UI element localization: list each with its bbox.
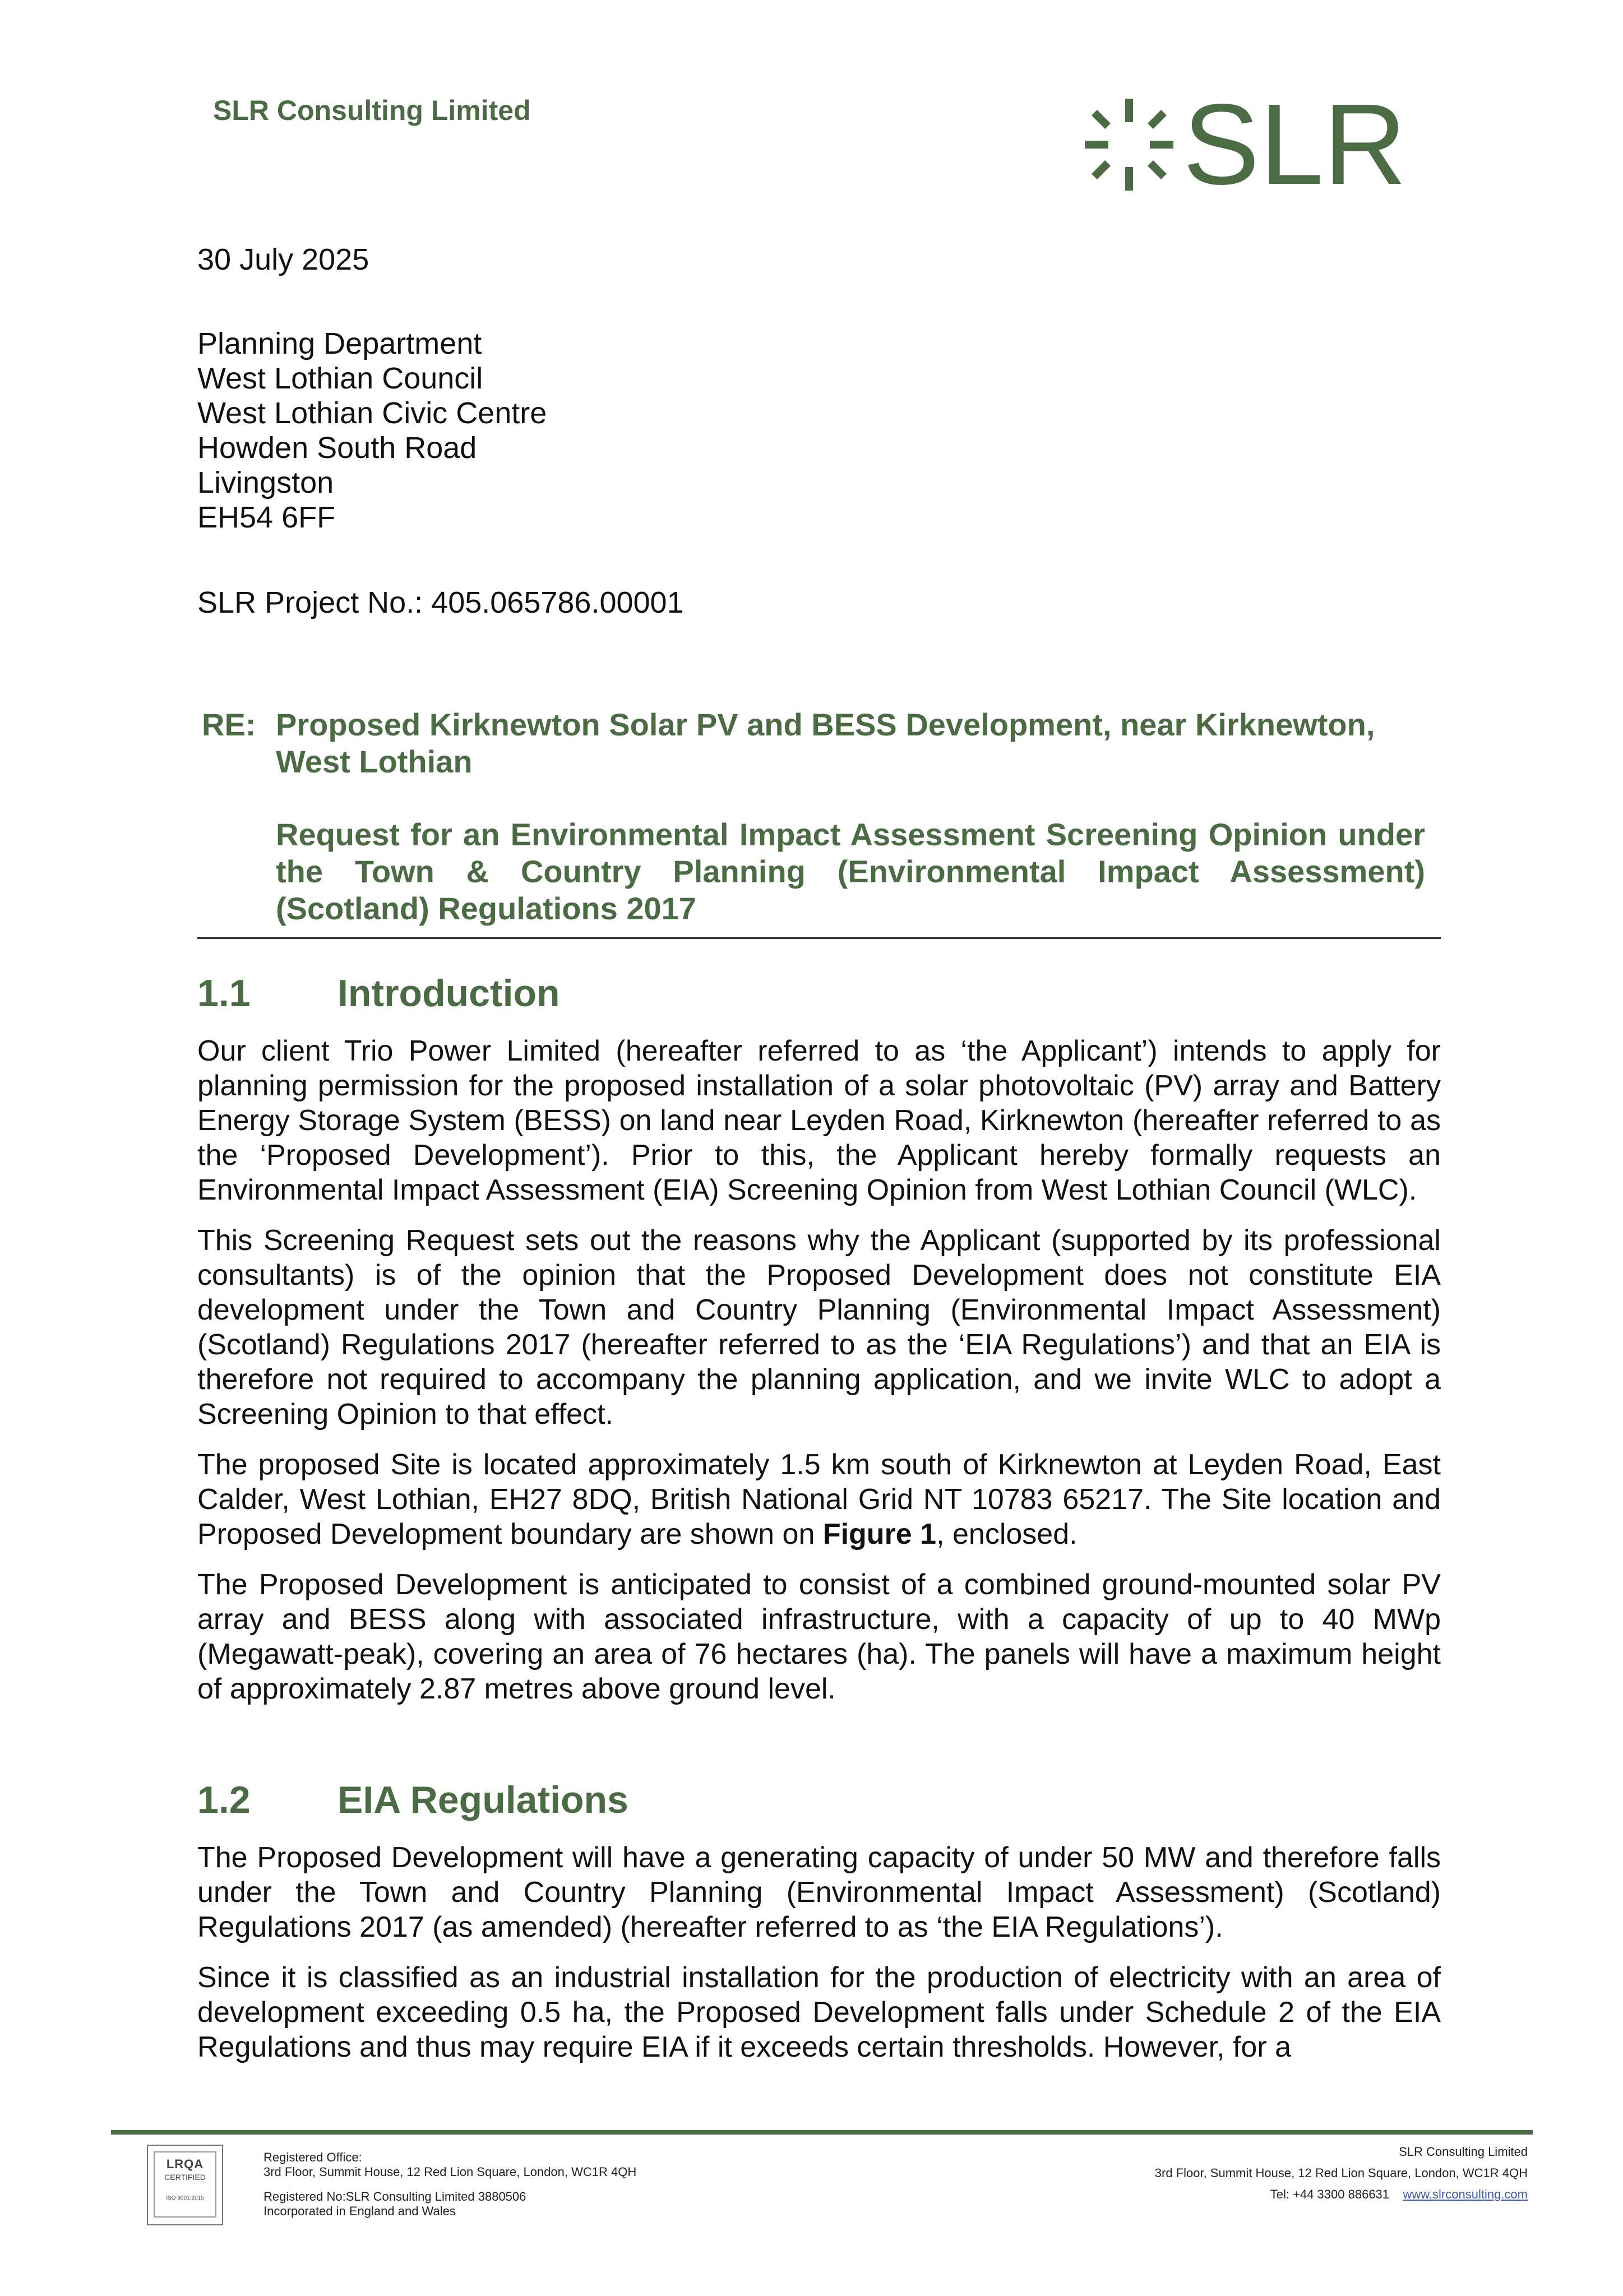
introduction-body — [197, 1034, 1441, 1722]
logo-text: SLR — [1183, 95, 1407, 193]
recipient-address — [197, 326, 547, 535]
footer-company: SLR Consulting Limited — [1399, 2145, 1528, 2159]
subject-divider — [197, 937, 1441, 939]
re-prefix: RE: — [202, 707, 256, 742]
section-number: 1.2 — [197, 1779, 251, 1821]
address-line: West Lothian Council — [197, 362, 483, 395]
badge-subtitle: CERTIFIED — [164, 2173, 206, 2182]
subject-request: Request for an Environmental Impact Assessment Screening Opinion under the Town & Country Planning (Environmental Impact Assessment) (Scotland) Regulations 2017 — [276, 817, 1425, 926]
website-link[interactable]: www.slrconsulting.com — [1403, 2187, 1528, 2201]
logo-mark-icon — [1085, 99, 1173, 191]
footer-contact — [1155, 2184, 1528, 2205]
lrqa-certification-badge — [147, 2145, 223, 2225]
paragraph-text: The proposed Site is located approximately 1.5 km south of Kirknewton at Leyden Road, East Calder, West Lothian, EH27 8DQ, British National Grid NT 10783 65217. The Site location and Proposed Development boundary are shown on — [197, 1448, 1441, 1550]
address-line: EH54 6FF — [197, 501, 336, 534]
section-heading-introduction — [197, 971, 560, 1015]
subject-title: Proposed Kirknewton Solar PV and BESS Development, near Kirknewton, West Lothian — [276, 707, 1375, 779]
company-name: SLR Consulting Limited — [213, 95, 531, 126]
section-heading-eia-regulations — [197, 1778, 628, 1822]
footer-right — [1155, 2141, 1528, 2205]
registered-office-address: 3rd Floor, Summit House, 12 Red Lion Square, London, WC1R 4QH — [263, 2165, 637, 2179]
paragraph: This Screening Request sets out the reasons why the Applicant (supported by its professional consultants) is of the opinion that the Proposed Development does not constitute EIA development under the Town and Country Planning (Environmental Impact Assessment) (Scotland) Regulations 2017 (hereafter referred to as the ‘EIA Regulations’) and that an EIA is therefore not required to accompany the planning application, and we invite WLC to adopt a Screening Opinion to that effect. — [197, 1224, 1441, 1431]
paragraph — [197, 1447, 1441, 1552]
eia-regulations-body — [197, 1840, 1441, 2080]
section-title: Introduction — [337, 972, 560, 1015]
letter-date: 30 July 2025 — [197, 243, 369, 276]
section-number: 1.1 — [197, 972, 251, 1015]
paragraph: Our client Trio Power Limited (hereafter referred to as ‘the Applicant’) intends to apply for planning permission for the proposed installation of a solar photovoltaic (PV) array and Battery Energy Storage System (BESS) on land near Leyden Road, Kirknewton (hereafter referred to as the ‘Proposed Development’). Prior to this, the Applicant hereby formally requests an Environmental Impact Assessment (EIA) Screening Opinion from West Lothian Council (WLC). — [197, 1035, 1441, 1206]
paragraph: Since it is classified as an industrial installation for the production of electricity with an area of development exceeding 0.5 ha, the Proposed Development falls under Schedule 2 of the EIA Regulations and thus may require EIA if it exceeds certain thresholds. However, for a — [197, 1961, 1441, 2063]
project-number: SLR Project No.: 405.065786.00001 — [197, 586, 684, 619]
footer-telephone: Tel: +44 3300 886631 — [1270, 2187, 1390, 2201]
paragraph: The Proposed Development is anticipated to consist of a combined ground-mounted solar PV array and BESS along with associated infrastructure, with a capacity of up to 40 MWp (Megawatt-peak), covering an area of 76 hectares (ha). The panels will have a maximum height of approximately 2.87 metres above ground level. — [197, 1568, 1441, 1705]
registered-number: Registered No:SLR Consulting Limited 3880506 — [263, 2189, 526, 2204]
footer-address: 3rd Floor, Summit House, 12 Red Lion Square, London, WC1R 4QH — [1154, 2166, 1528, 2180]
badge-iso: ISO 9001:2015 — [166, 2195, 204, 2201]
paragraph: The Proposed Development will have a generating capacity of under 50 MW and therefore falls under the Town and Country Planning (Environmental Impact Assessment) (Scotland) Regulations 2017 (as amended) (hereafter referred to as ‘the EIA Regulations’). — [197, 1841, 1441, 1943]
incorporation: Incorporated in England and Wales — [263, 2204, 456, 2218]
slr-logo — [1085, 95, 1427, 193]
address-line: Planning Department — [197, 327, 482, 360]
footer-left — [263, 2150, 636, 2219]
address-line: West Lothian Civic Centre — [197, 396, 547, 430]
paragraph-text: , enclosed. — [936, 1518, 1078, 1550]
registered-office-label: Registered Office: — [263, 2150, 362, 2164]
badge-title: LRQA — [166, 2157, 204, 2171]
footer-divider — [111, 2130, 1533, 2135]
section-title: EIA Regulations — [337, 1779, 628, 1821]
address-line: Livingston — [197, 466, 334, 499]
address-line: Howden South Road — [197, 431, 477, 465]
figure-reference: Figure 1 — [822, 1518, 937, 1550]
